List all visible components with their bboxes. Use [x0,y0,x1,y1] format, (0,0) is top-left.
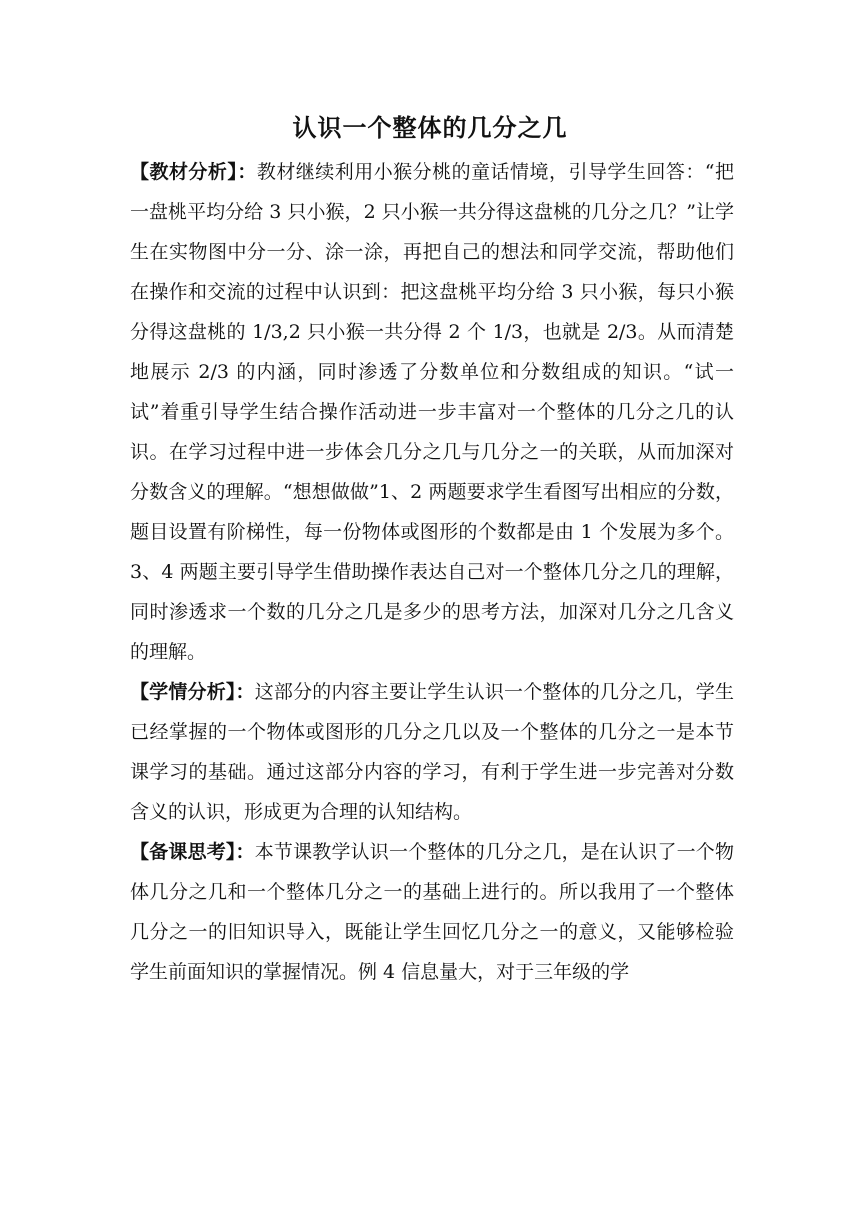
section-label: 【教材分析】： [130,161,257,183]
document-body [130,152,734,992]
document-title: 认识一个整体的几分之几 [292,113,568,142]
section-label: 【学情分析】： [130,681,255,703]
section-lesson-reflection [130,832,734,992]
section-textbook-analysis [130,152,734,672]
section-text: 本节课教学认识一个整体的几分之几，是在认识了一个物体几分之几和一个整体几分之一的基础上进行的。所以我用了一个整体几分之一的旧知识导入，既能让学生回忆几分之一的意义，又能够检验学生前面知识的掌握情况。例 4 信息量大，对于三年级的学 [130,841,734,983]
section-student-analysis [130,672,734,832]
section-text: 这部分的内容主要让学生认识一个整体的几分之几，学生已经掌握的一个物体或图形的几分之几以及一个整体的几分之一是本节课学习的基础。通过这部分内容的学习，有利于学生进一步完善对分数含义的认识，形成更为合理的认知结构。 [130,681,734,823]
section-label: 【备课思考】： [130,841,255,863]
section-text: 教材继续利用小猴分桃的童话情境，引导学生回答：“把一盘桃平均分给 3 只小猴，2 只小猴一共分得这盘桃的几分之几？”让学生在实物图中分一分、涂一涂，再把自己的想法和同学交流，帮助他们在操作和交流的过程中认识到：把这盘桃平均分给 3 只小猴，每只小猴分得这盘桃的 1/3,2 只小猴一共分得 2 个 1/3，也就是 2/3。从而清楚地展示 2/3 的内涵，同时渗透了分数单位和分数组成的知识。“试一试”着重引导学生结合操作活动进一步丰富对一个整体的几分之几的认识。在学习过程中进一步体会几分之几与几分之一的关联，从而加深对分数含义的理解。“想想做做”1、2 两题要求学生看图写出相应的分数，题目设置有阶梯性，每一份物体或图形的个数都是由 1 个发展为多个。3、4 两题主要引导学生借助操作表达自己对一个整体几分之几的理解，同时渗透求一个数的几分之几是多少的思考方法，加深对几分之几含义的理解。 [130,161,734,663]
